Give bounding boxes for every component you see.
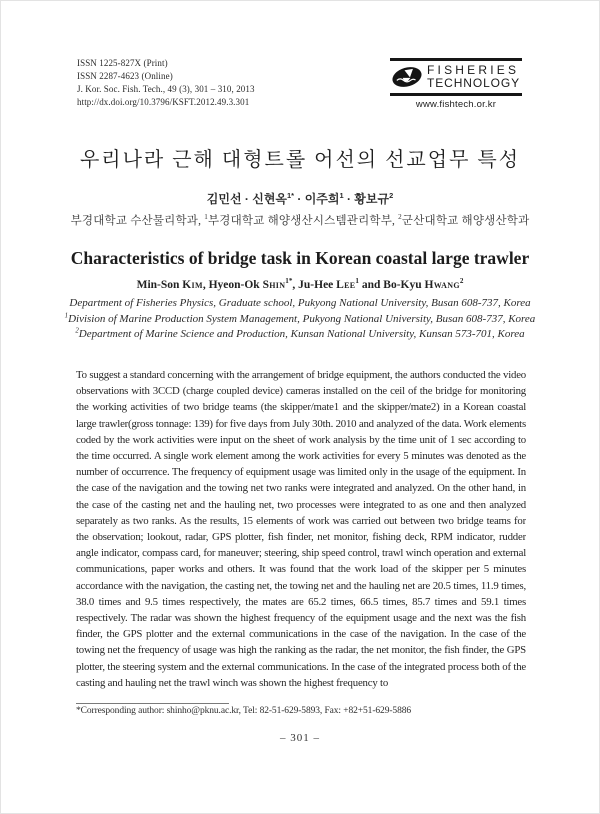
english-authors: Min-Son Kim, Hyeon-Ok Shin$^{1*}$, Ju-Hee Lee$^1$ and Bo-Kyu Hwang$^2$ (136, 277, 464, 291)
journal-reference: J. Kor. Soc. Fish. Tech., 49 (3), 301 – 310, 2013 (77, 84, 255, 94)
logo-row (390, 61, 522, 93)
journal-name-line2: TECHNOLOGY (427, 76, 521, 90)
fish-boat-logo-icon (390, 64, 424, 90)
journal-name (427, 64, 520, 90)
issn-online: ISSN 2287-4623 (Online) (77, 71, 173, 81)
journal-logo-block (390, 58, 522, 110)
english-affiliations (1, 296, 599, 343)
footnote-divider (76, 703, 229, 704)
korean-title: 우리나라 근해 대형트롤 어선의 선교업무 특성 (79, 149, 521, 171)
corresponding-author-footnote: *Corresponding author: shinho@pknu.ac.kr, Tel: 82-51-629-5893, Fax: +82+51-629-5886 (76, 706, 412, 716)
page-number: – 301 – (280, 732, 320, 744)
korean-affiliations: 부경대학교 수산물리학과, $^1$부경대학교 해양생산시스템관리학부, $^2$군산대학교 해양생산학과 (70, 213, 530, 227)
abstract-text: To suggest a standard concerning with the arrangement of bridge equipment, the authors conducted the video observations with 3CCD (charge coupled device) cameras installed on the ceil of the bridge for monitoring the working activities of two bridge teams (the skipper/mate1 and the skipper/mate2) in a Korean coastal large trawler(gross tonnage: 139) for five days from July 30th. 2010 and analyzed of the data. Work elements coded by the work activities were input on the sheet of work analysis by the time unit of 1 sec according to the time occurred. A single work element among the work activities for every 5 minutes was denoted as the number of occurrence. The frequency of equipment usage was limited only in the usage of the equipment. In the case of the navigation and the towing net two ranks were integrated and analyzed. On the other hand, in the case of the casting net and the hauling net, two processes were integrated to as one and then analyzed separately as two ranks. As the results, 15 elements of work was carried out between two bridge teams for the observation; lookout, radar, GPS plotter, fish finder, net monitor, fishing deck, RPM indicator, rudder angle indicator, compass card, for maneuver; steering, ship speed control, trawl winch operation and external communications, paper works and others. It was found that the work load of the skipper per 5 minutes accordance with the navigation, the casting net, the towing net and the hauling net are 20.5 times, 11.9 times, 38.0 times and 9.5 times respectively, the mates are 65.2 times, 66.5 times, 85.7 times and 59.1 times respectively. The radar was shown the highest frequency of the equipment usage and the next was the fish finder, the GPS plotter and the external communications in the case of the navigation. In the case of the towing net the frequency of usage was high the ranking as the radar, the net monitor, the fish finder, the GPS plotter, the steering system and the external communications. In the case of the integrated process both of the casting and hauling net the trawl winch was shown the highest frequency to (76, 369, 526, 689)
journal-website: www.fishtech.or.kr (415, 99, 497, 110)
affiliation-line-1: Department of Fisheries Physics, Graduate school, Pukyong National University, Busan 608-737, Korea (69, 297, 531, 309)
header-citation-block (77, 57, 255, 109)
issn-print: ISSN 1225-827X (Print) (77, 58, 168, 68)
english-title: Characteristics of bridge task in Korean coastal large trawler (70, 248, 530, 268)
journal-name-line1: FISHERIES (427, 63, 520, 77)
affiliation-line-2: $^1$Division of Marine Production System Management, Pukyong National University, Busan 608-737, Korea (64, 311, 536, 325)
affiliation-line-3: $^2$Department of Marine Science and Production, Kunsan National University, Kunsan 573-701, Korea (75, 327, 525, 340)
korean-authors: 김민선 · 신현옥$^{1*}$ · 이주희$^1$ · 황보규$^2$ (206, 191, 394, 206)
doi-link: http://dx.doi.org/10.3796/KSFT.2012.49.3.301 (77, 97, 250, 107)
